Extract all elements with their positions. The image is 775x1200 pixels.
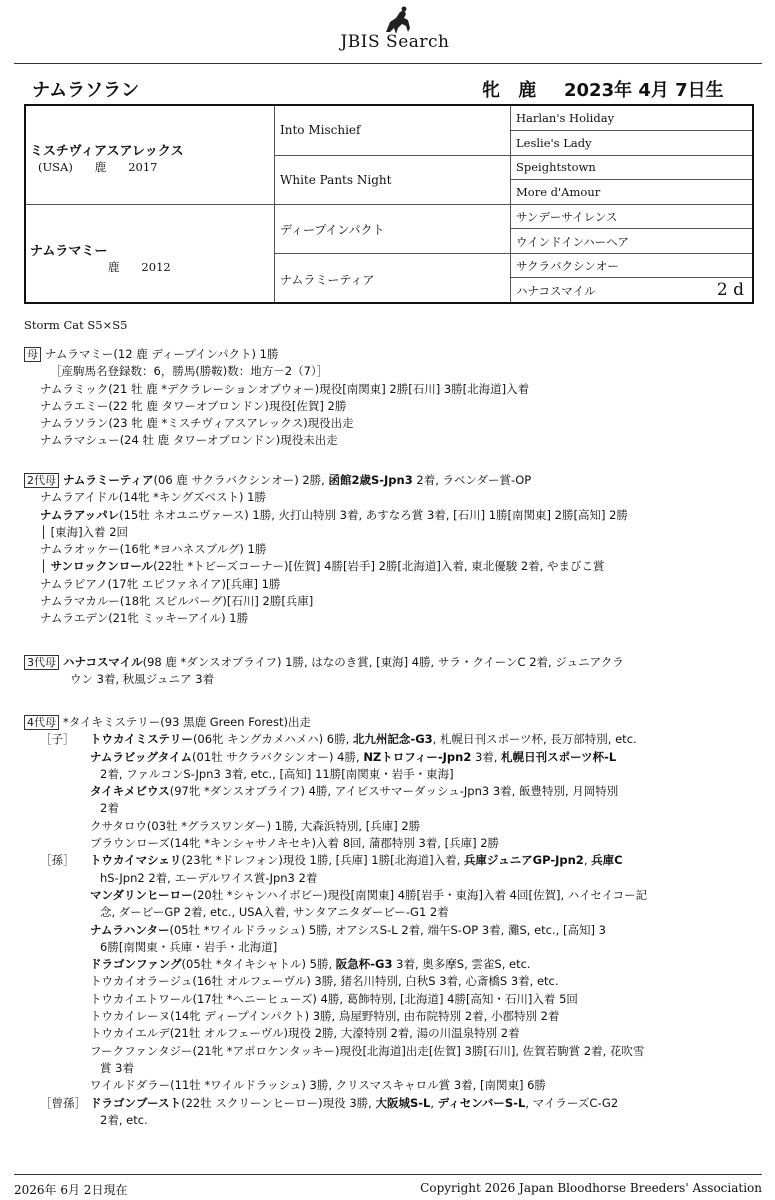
runner-info: トウカイレーヌ(14牝 ディープインパクト) 3勝, 鳥屋野特別, 由布院特別 2着, 小郡特別 2着 (90, 1009, 560, 1024)
third-dam-name: ハナコスマイル (63, 655, 143, 669)
runner-info: , マイラーズC-G2 (525, 1095, 619, 1110)
runner-info-continued: hS-Jpn2 2着, エーデルワイス賞-Jpn3 2着 (100, 870, 318, 885)
fourth-dam-line (24, 973, 764, 990)
second-dam-line: ナムラマカルー(18牝 スピルバーグ)[石川] 2勝[兵庫] (40, 594, 314, 609)
fourth-dam-line (24, 870, 764, 887)
pedigree-divider (510, 130, 752, 131)
second-dam-section (24, 472, 764, 628)
runner-info: トウカイエトワール(17牡 *ヘニーヒューズ) 4勝, 葛飾特別, [北海道] 4勝[高知・石川]入着 5回 (90, 991, 578, 1006)
dam-line: ナムラソラン(23 牝 鹿 *ミスチヴィアスアレックス)現役出走 (40, 416, 354, 431)
as-of-date: 2026年 6月 2日現在 (14, 1183, 128, 1197)
pedigree-gen3-8: ハナコスマイル (516, 284, 596, 298)
fourth-dam-line (24, 1060, 764, 1077)
pedigree-gen3-2: Leslie's Lady (516, 136, 592, 150)
pedigree-divider (274, 155, 752, 156)
fourth-dam-line (24, 939, 764, 956)
runner-info: , (430, 1095, 438, 1110)
pedigree-sire (30, 140, 184, 175)
family-number: 2 d (716, 280, 744, 300)
fourth-dam-line (24, 749, 764, 766)
pedigree-table (24, 104, 754, 304)
dam-line: ナムラミック(21 牡 鹿 *デクラレーションオブウォー)現役[南関東] 2勝[石川] 3勝[北海道]入着 (40, 381, 530, 396)
generation-label: ［子］ (40, 732, 75, 747)
fourth-dam-line (24, 991, 764, 1008)
pedigree-gen3-1: Harlan's Holiday (516, 111, 615, 125)
runner-race: 大阪城S-L (375, 1095, 431, 1110)
runner-name: ドラゴンブースト (90, 1095, 182, 1110)
pedigree-gen3-7: サクラバクシンオー (516, 259, 619, 273)
runner-race: 兵庫C (591, 853, 623, 868)
generation-label: ［曾孫］ (40, 1095, 86, 1110)
runner-name: ナムラビッグタイム (90, 749, 193, 764)
dam-line: ［産駒馬名登録数：6，勝馬(勝鞍)数：地方－2（7）］ (50, 364, 329, 379)
third-dam-tag: 3代母 (24, 655, 59, 670)
runner-info: 3着, (471, 749, 502, 764)
sire-name: ミスチヴィアスアレックス (30, 144, 184, 159)
pedigree-dam (30, 240, 171, 275)
third-dam-section (24, 654, 764, 689)
fourth-dam-info: *タイキミステリー(93 黒鹿 Green Forest)出走 (63, 715, 311, 729)
runner-info: (01牡 サクラバクシンオー) 4勝, (192, 749, 364, 764)
runner-info: トウカイオラージュ(16牡 オルフェーヴル) 3勝, 猪名川特別, 白秋S 3着, 心斎橋S 3着, etc. (90, 974, 559, 989)
pedigree-gen3-5: サンデーサイレンス (516, 210, 618, 224)
fourth-dam-line (24, 731, 764, 748)
runner-info: , 札幌日刊スポーツ杯, 長万部特別, etc. (432, 732, 637, 747)
fourth-dam-line (24, 1025, 764, 1042)
fourth-dam-section (24, 714, 764, 1129)
runner-name: ドラゴンファング (90, 957, 182, 972)
pedigree-gen2-4: ナムラミーティア (280, 273, 375, 287)
fourth-dam-line (24, 1008, 764, 1025)
footer-divider (14, 1174, 762, 1175)
pedigree-divider (26, 204, 752, 205)
runner-info: (20牡 *シャンハイボビー)現役[南関東] 4勝[岩手・東海]入着 4回[佐賀], ハイセイコー記 (192, 887, 648, 902)
runner-info: (06牝 キングカメハメハ) 6勝, (192, 732, 353, 747)
runner-info-continued: 6勝[南関東・兵庫・岩手・北海道] (100, 939, 278, 954)
runner-info-continued: 賞 3着 (100, 1060, 134, 1075)
runner-info: トウカイエルデ(21牡 オルフェーヴル)現役 2勝, 大濠特別 2着, 湯の川温泉特別 2着 (90, 1026, 520, 1041)
runner-name: トウカイマシェリ (90, 853, 182, 868)
runner-race: NZトロフィー-Jpn2 (363, 749, 472, 764)
dam-info: 鹿 2012 (108, 260, 171, 274)
runner-info: クサタロウ(03牡 *グラスワンダー) 1勝, 大森浜特別, [兵庫] 2勝 (90, 818, 421, 833)
dam-line: ナムラマシュー(24 牡 鹿 タワーオブロンドン)現役未出走 (40, 433, 338, 448)
runner-info: ワイルドダラー(11牡 *ワイルドラッシュ) 3勝, クリスマスキャロル賞 3着, [南関東] 6勝 (90, 1078, 546, 1093)
dam-name: ナムラマミー (30, 244, 108, 259)
runner-info: ブラウンローズ(14牝 *キンシャサノキセキ)入着 8回, 蒲郡特別 3着, [兵庫] 2勝 (90, 836, 500, 851)
runner-info-continued: 2着, ファルコンS-Jpn3 3着, etc., [高知] 11勝[南関東・岩手・東海] (100, 766, 454, 781)
second-dam-line: ナムラピアノ(17牝 エピファネイア)[兵庫] 1勝 (40, 576, 281, 591)
runner-race: 北九州記念-G3 (352, 732, 433, 747)
fourth-dam-line (24, 766, 764, 783)
fourth-dam-line (24, 1095, 764, 1112)
third-dam-info: (98 鹿 *ダンスオブライフ) 1勝, はなのき賞, [東海] 4勝, サラ・クイーンC 2着, ジュニアクラ (142, 655, 624, 669)
pedigree-divider (510, 277, 752, 278)
horse-name: ナムラソラン (32, 80, 140, 101)
runner-info-continued: 念, ダービーGP 2着, etc., USA入着, サンタアニタダービー-G1 2着 (100, 905, 449, 920)
dam-line: ナムラマミー(12 鹿 ディープインパクト) 1勝 (45, 347, 279, 361)
second-dam-line: ナムラエデン(21牝 ミッキーアイル) 1勝 (40, 611, 249, 626)
pedigree-divider (510, 228, 752, 229)
second-dam-line: │ [東海]入着 2回 (40, 524, 129, 539)
runner-info: , (583, 853, 592, 868)
runner-info: (22牡 *トビーズコーナー)[佐賀] 4勝[岩手] 2勝[北海道]入着, 東北優駿 2着, やまびこ賞 (153, 559, 605, 574)
horse-birth-date: 2023年 4月 7日生 (564, 80, 724, 101)
pedigree-gen3-3: Speightstown (516, 160, 596, 174)
generation-label: ［孫］ (40, 853, 75, 868)
pedigree-gen2-3: ディープインパクト (280, 223, 385, 237)
runner-race: 札幌日刊スポーツ杯-L (501, 749, 617, 764)
runner-race: ディセンバーS-L (437, 1095, 526, 1110)
runner-info: (05牡 *タイキシャトル) 5勝, (181, 957, 336, 972)
runner-info: フークファンタジー(21牝 *アポロケンタッキー)現役[北海道]出走[佐賀] 3勝[石川], 佐賀若駒賞 2着, 花吹雪 (90, 1043, 645, 1058)
jbis-logo (330, 6, 460, 56)
fourth-dam-line (24, 800, 764, 817)
second-dam-line: ナムラアイドル(14牝 *キングズベスト) 1勝 (40, 490, 266, 505)
dam-line: ナムラエミー(22 牝 鹿 タワーオブロンドン)現役[佐賀] 2勝 (40, 398, 347, 413)
header-divider (14, 63, 762, 64)
pedigree-gen2-1: Into Mischief (280, 123, 361, 137)
dam-section (24, 346, 764, 450)
fourth-dam-line (24, 783, 764, 800)
second-dam-info: 2着, ラベンダー賞-OP (412, 473, 532, 487)
second-dam-info: (06 鹿 サクラバクシンオー) 2勝, (153, 473, 329, 487)
runner-info: (23牝 *ドレフォン)現役 1勝, [兵庫] 1勝[北海道]入着, (181, 853, 464, 868)
runner-info-continued: 2着 (100, 801, 119, 816)
runner-info: 3着, 奥多摩S, 雲雀S, etc. (392, 957, 531, 972)
runner-name: タイキメビウス (90, 784, 170, 799)
second-dam-line (24, 558, 764, 575)
runner-race: 兵庫ジュニアGP-Jpn2 (463, 853, 584, 868)
fourth-dam-line (24, 1112, 764, 1129)
runner-info: (15牡 ネオユニヴァース) 1勝, 火打山特別 3着, あすなろ賞 3着, [石川] 1勝[南関東] 2勝[高知] 2勝 (119, 507, 628, 522)
fourth-dam-line (24, 887, 764, 904)
runner-info-continued: 2着, etc. (100, 1112, 148, 1127)
fourth-dam-line (24, 1043, 764, 1060)
second-dam-line: ナムラオッケー(16牝 *ヨハネスブルグ) 1勝 (40, 542, 267, 557)
runner-name: ナムラハンター (90, 922, 170, 937)
runner-name: トウカイミステリー (90, 732, 193, 747)
second-dam-name: ナムラミーティア (63, 473, 154, 487)
fourth-dam-line (24, 922, 764, 939)
pedigree-divider (274, 253, 752, 254)
second-dam-race: 函館2歳S-Jpn3 (328, 473, 413, 487)
fourth-dam-line (24, 904, 764, 921)
runner-info: (05牡 *ワイルドラッシュ) 5勝, オアシスS-L 2着, 端午S-OP 3着, 灘S, etc., [高知] 3 (169, 922, 606, 937)
third-dam-line: ウン 3着, 秋風ジュニア 3着 (70, 672, 215, 687)
copyright: Copyright 2026 Japan Bloodhorse Breeders' Association (420, 1181, 762, 1195)
fourth-dam-list (24, 731, 764, 1129)
pedigree-gen3-4: More d'Amour (516, 185, 601, 199)
second-dam-tag: 2代母 (24, 473, 59, 488)
logo-text: JBIS Search (340, 32, 450, 52)
pedigree-gen3-6: ウインドインハーヘア (516, 235, 629, 249)
fourth-dam-line (24, 1077, 764, 1094)
runner-name: ナムラアッパレ (40, 507, 120, 522)
runner-info: (97牝 *ダンスオブライフ) 4勝, アイビスサマーダッシュ-Jpn3 3着, 飯豊特別, 月岡特別 (169, 784, 619, 799)
pedigree-divider (510, 179, 752, 180)
fourth-dam-tag: 4代母 (24, 715, 59, 730)
fourth-dam-line (24, 835, 764, 852)
fourth-dam-line (24, 956, 764, 973)
second-dam-line (24, 507, 764, 524)
sire-info: (USA) 鹿 2017 (38, 160, 158, 174)
dam-tag: 母 (24, 347, 41, 362)
tree-branch: │ (40, 559, 51, 574)
fourth-dam-line (24, 852, 764, 869)
runner-info: (22牡 スクリーンヒーロー)現役 3勝, (181, 1095, 376, 1110)
runner-name: サンロックンロール (50, 559, 154, 574)
runner-race: 阪急杯-G3 (335, 957, 393, 972)
horse-header (24, 76, 754, 104)
runner-name: マンダリンヒーロー (90, 887, 193, 902)
pedigree-gen2-2: White Pants Night (280, 173, 392, 187)
inbreeding-note: Storm Cat S5×S5 (24, 318, 128, 332)
fourth-dam-line (24, 818, 764, 835)
horse-sex-color: 牝 鹿 (482, 80, 543, 101)
